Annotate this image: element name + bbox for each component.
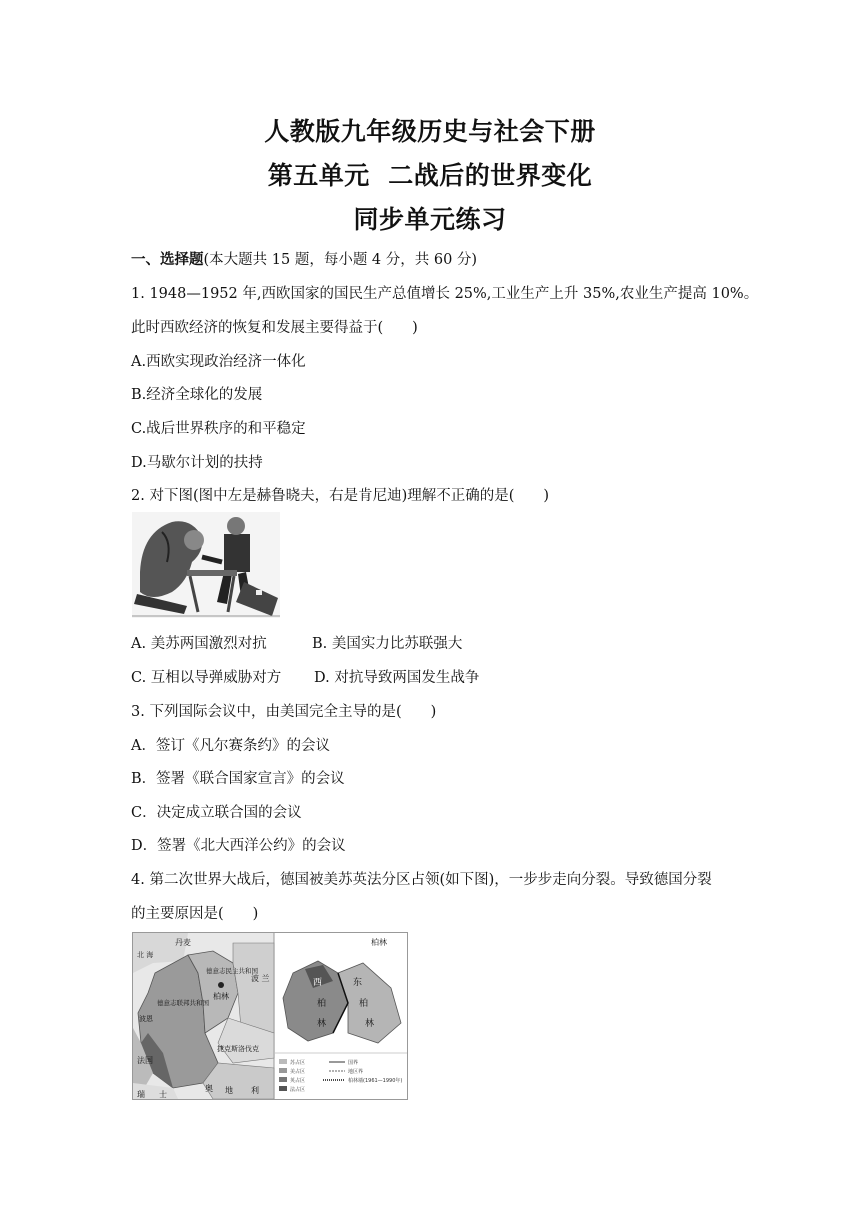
berlin-east-2: 柏	[359, 999, 369, 1009]
q3-option-d: D．签署《北大西洋公约》的会议	[131, 838, 346, 854]
q1-option-a: A.西欧实现政治经济一体化	[131, 354, 306, 370]
map-label-denmark: 丹麦	[175, 938, 191, 947]
map-label-poland: 波 兰	[251, 974, 270, 983]
map-label-czechoslovakia: 捷克斯洛伐克	[217, 1045, 259, 1053]
doc-subtitle-practice: 同步单元练习	[353, 205, 507, 234]
berlin-west-1: 西	[313, 978, 323, 988]
q2-stem: 2. 对下图(图中左是赫鲁晓夫，右是肯尼迪)理解不正确的是( )	[131, 488, 550, 504]
legend-berlin-wall: 柏林墙(1961—1990年)	[348, 1078, 403, 1084]
legend-region-border: 地区界	[348, 1069, 364, 1075]
map-label-frg: 德意志联邦共和国	[157, 999, 209, 1007]
map-label-bonn: 波恩	[139, 1015, 153, 1023]
legend-us: 美占区	[290, 1069, 306, 1075]
cartoon-image	[132, 512, 280, 618]
q3-stem: 3. 下列国际会议中，由美国完全主导的是( )	[131, 704, 437, 720]
berlin-west-3: 林	[317, 1019, 327, 1029]
q2-option-c: C. 互相以导弹威胁对方	[131, 670, 282, 686]
q2-option-d: D. 对抗导致两国发生战争	[314, 670, 480, 686]
q1-stem-line2: 此时西欧经济的恢复和发展主要得益于( )	[131, 320, 418, 336]
germany-map-figure	[132, 932, 408, 1100]
q1-option-d: D.马歇尔计划的扶持	[131, 455, 263, 471]
berlin-east-1: 东	[353, 978, 363, 988]
q4-stem-line2: 的主要原因是( )	[131, 906, 259, 922]
map-label-north-sea: 北 海	[137, 951, 154, 959]
map-label-swiss-2: 士	[159, 1090, 167, 1099]
doc-title: 人教版九年级历史与社会下册	[264, 117, 596, 146]
map-label-france: 法国	[137, 1056, 153, 1065]
legend-soviet: 苏占区	[290, 1060, 306, 1066]
map-label-austria-1: 奥	[205, 1084, 213, 1093]
section-title: 一、选择题	[131, 251, 204, 268]
map-label-berlin: 柏林	[213, 992, 229, 1001]
q3-option-b: B．签署《联合国家宣言》的会议	[131, 771, 345, 787]
q3-option-a: A．签订《凡尔赛条约》的会议	[131, 738, 330, 754]
section-note: (本大题共 15 题，每小题 4 分，共 60 分)	[203, 252, 478, 268]
section-heading	[131, 248, 477, 269]
doc-subtitle-unit: 第五单元 二战后的世界变化	[267, 161, 593, 190]
berlin-west-2: 柏	[317, 999, 327, 1009]
berlin-east-3: 林	[365, 1019, 375, 1029]
map-label-austria-2: 地	[225, 1086, 233, 1095]
legend-fr: 法占区	[290, 1087, 306, 1093]
q4-stem-line1: 4. 第二次世界大战后，德国被美苏英法分区占领(如下图)，一步步走向分裂。导致德国分裂	[131, 872, 712, 888]
q1-option-c: C.战后世界秩序的和平稳定	[131, 421, 306, 437]
q2-option-b: B. 美国实力比苏联强大	[312, 636, 463, 652]
map-label-gdr: 德意志民主共和国	[206, 967, 258, 975]
map-label-swiss-1: 瑞	[137, 1090, 145, 1099]
berlin-panel-title: 柏林	[371, 938, 387, 947]
map-label-austria-3: 利	[251, 1086, 259, 1095]
legend-border: 国界	[348, 1060, 359, 1066]
q1-stem-line1: 1. 1948—1952 年,西欧国家的国民生产总值增长 25%,工业生产上升 35%,农业生产提高 10%。	[131, 286, 759, 302]
q1-option-b: B.经济全球化的发展	[131, 387, 263, 403]
legend-uk: 英占区	[290, 1078, 306, 1084]
q3-option-c: C．决定成立联合国的会议	[131, 805, 302, 821]
q2-option-a: A. 美苏两国激烈对抗	[131, 636, 267, 652]
